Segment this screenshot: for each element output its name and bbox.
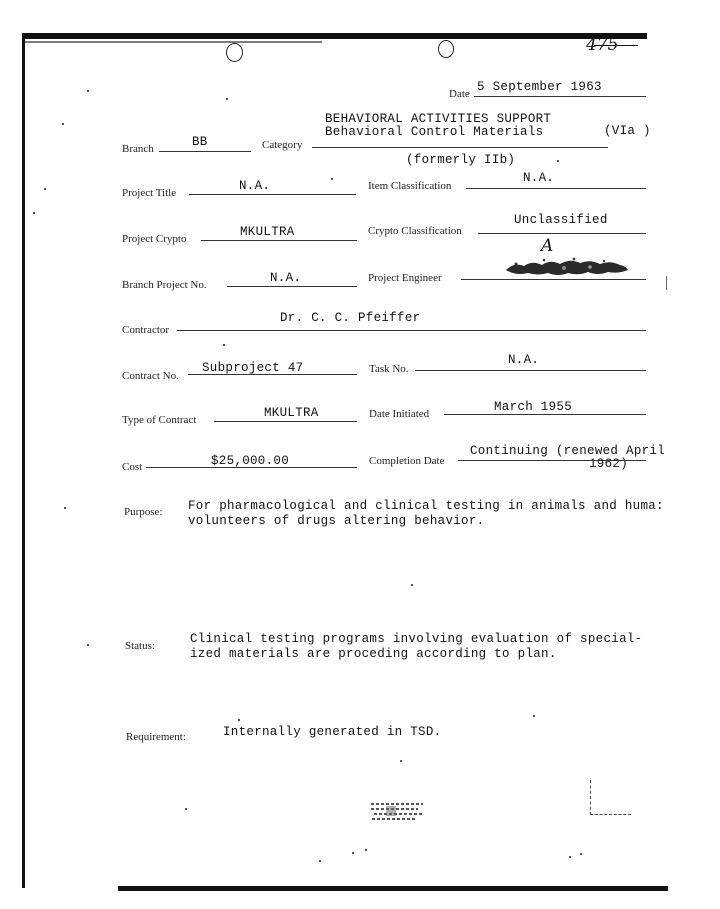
crypto-classification-underline <box>478 233 646 234</box>
project-engineer-label: Project Engineer <box>368 272 442 284</box>
cost-value: $25,000.00 <box>211 454 290 468</box>
punch-hole-right <box>438 40 454 58</box>
completion-date-label: Completion Date <box>369 455 445 467</box>
date-label: Date <box>449 88 470 100</box>
category-suffix: (VIa ) <box>604 124 651 138</box>
top-scan-border <box>22 33 647 39</box>
bottom-scan-border <box>118 886 668 891</box>
project-engineer-underline <box>461 279 646 280</box>
category-label: Category <box>262 139 303 151</box>
branch-underline <box>159 151 251 152</box>
dotted-box-mark <box>590 780 631 815</box>
speck <box>319 860 321 862</box>
speck <box>557 160 559 162</box>
purpose-label: Purpose: <box>124 506 163 518</box>
cost-label: Cost <box>122 461 143 473</box>
task-no-label: Task No. <box>369 363 409 375</box>
speck <box>569 856 571 858</box>
speck <box>87 644 89 646</box>
project-crypto-label: Project Crypto <box>122 233 187 245</box>
speck <box>185 808 187 810</box>
top-scan-border-thin <box>22 41 322 43</box>
branch-project-no-label: Branch Project No. <box>122 279 207 291</box>
completion-date-value-line2: 1962) <box>589 457 629 471</box>
speck <box>64 507 66 509</box>
requirement-label: Requirement: <box>126 731 186 743</box>
date-value: 5 September 1963 <box>477 80 602 94</box>
project-title-label: Project Title <box>122 187 177 199</box>
cost-underline <box>146 467 357 468</box>
requirement-value: Internally generated in TSD. <box>223 725 442 739</box>
date-initiated-underline <box>444 414 646 415</box>
punch-hole-left <box>226 43 243 62</box>
speck <box>44 188 46 190</box>
speck <box>223 344 225 346</box>
smudged-stamp <box>368 800 428 826</box>
task-no-value: N.A. <box>508 353 540 367</box>
date-initiated-value: March 1955 <box>494 400 573 414</box>
speck <box>400 760 402 762</box>
category-underline <box>312 147 608 148</box>
category-note: (formerly IIb) <box>406 153 516 167</box>
speck <box>411 584 413 586</box>
crypto-classification-label: Crypto Classification <box>368 225 462 237</box>
speck <box>87 90 89 92</box>
project-title-value: N.A. <box>239 179 271 193</box>
speck <box>33 212 35 214</box>
status-label: Status: <box>125 640 155 652</box>
contract-no-value: Subproject 47 <box>202 361 304 375</box>
speck <box>533 715 535 717</box>
project-crypto-value: MKULTRA <box>240 225 295 239</box>
contractor-value: Dr. C. C. Pfeiffer <box>280 311 421 325</box>
purpose-line2: volunteers of drugs altering behavior. <box>188 514 485 528</box>
branch-project-no-underline <box>227 286 357 287</box>
completion-date-underline <box>458 460 646 461</box>
left-scan-edge <box>22 33 25 888</box>
contract-no-label: Contract No. <box>122 370 179 382</box>
page-number-strike <box>594 45 638 46</box>
project-crypto-underline <box>201 240 357 241</box>
item-classification-underline <box>466 188 646 189</box>
contract-no-underline <box>188 374 357 375</box>
edge-mark-right <box>666 276 667 290</box>
date-underline <box>474 96 646 97</box>
speck <box>365 849 367 851</box>
date-initiated-label: Date Initiated <box>369 408 430 420</box>
task-no-underline <box>415 370 646 371</box>
contractor-label: Contractor <box>122 324 170 336</box>
speck <box>331 178 333 180</box>
project-engineer-annotation: A <box>541 236 554 256</box>
status-line2: ized materials are proceding according to plan. <box>190 647 557 661</box>
project-title-underline <box>189 194 356 195</box>
completion-date-value-line1: Continuing (renewed April <box>470 444 666 458</box>
redaction-mark <box>504 256 630 278</box>
purpose-line1: For pharmacological and clinical testing in animals and huma: <box>188 499 664 513</box>
item-classification-label: Item Classification <box>368 180 452 192</box>
type-of-contract-label: Type of Contract <box>122 414 197 426</box>
item-classification-value: N.A. <box>523 171 555 185</box>
branch-value: BB <box>192 135 208 149</box>
branch-label: Branch <box>122 143 154 155</box>
contractor-underline <box>177 330 646 331</box>
category-value-line2: Behavioral Control Materials <box>325 125 544 139</box>
category-value-line1: BEHAVIORAL ACTIVITIES SUPPORT <box>325 112 552 126</box>
speck <box>238 719 240 721</box>
speck <box>580 853 582 855</box>
status-line1: Clinical testing programs involving evaluation of special- <box>190 632 643 646</box>
branch-project-no-value: N.A. <box>270 271 302 285</box>
crypto-classification-value: Unclassified <box>514 213 608 227</box>
speck <box>226 98 228 100</box>
speck <box>352 852 354 854</box>
page-number: 475 <box>586 35 619 55</box>
type-of-contract-value: MKULTRA <box>264 406 319 420</box>
speck <box>62 123 64 125</box>
type-of-contract-underline <box>214 421 357 422</box>
